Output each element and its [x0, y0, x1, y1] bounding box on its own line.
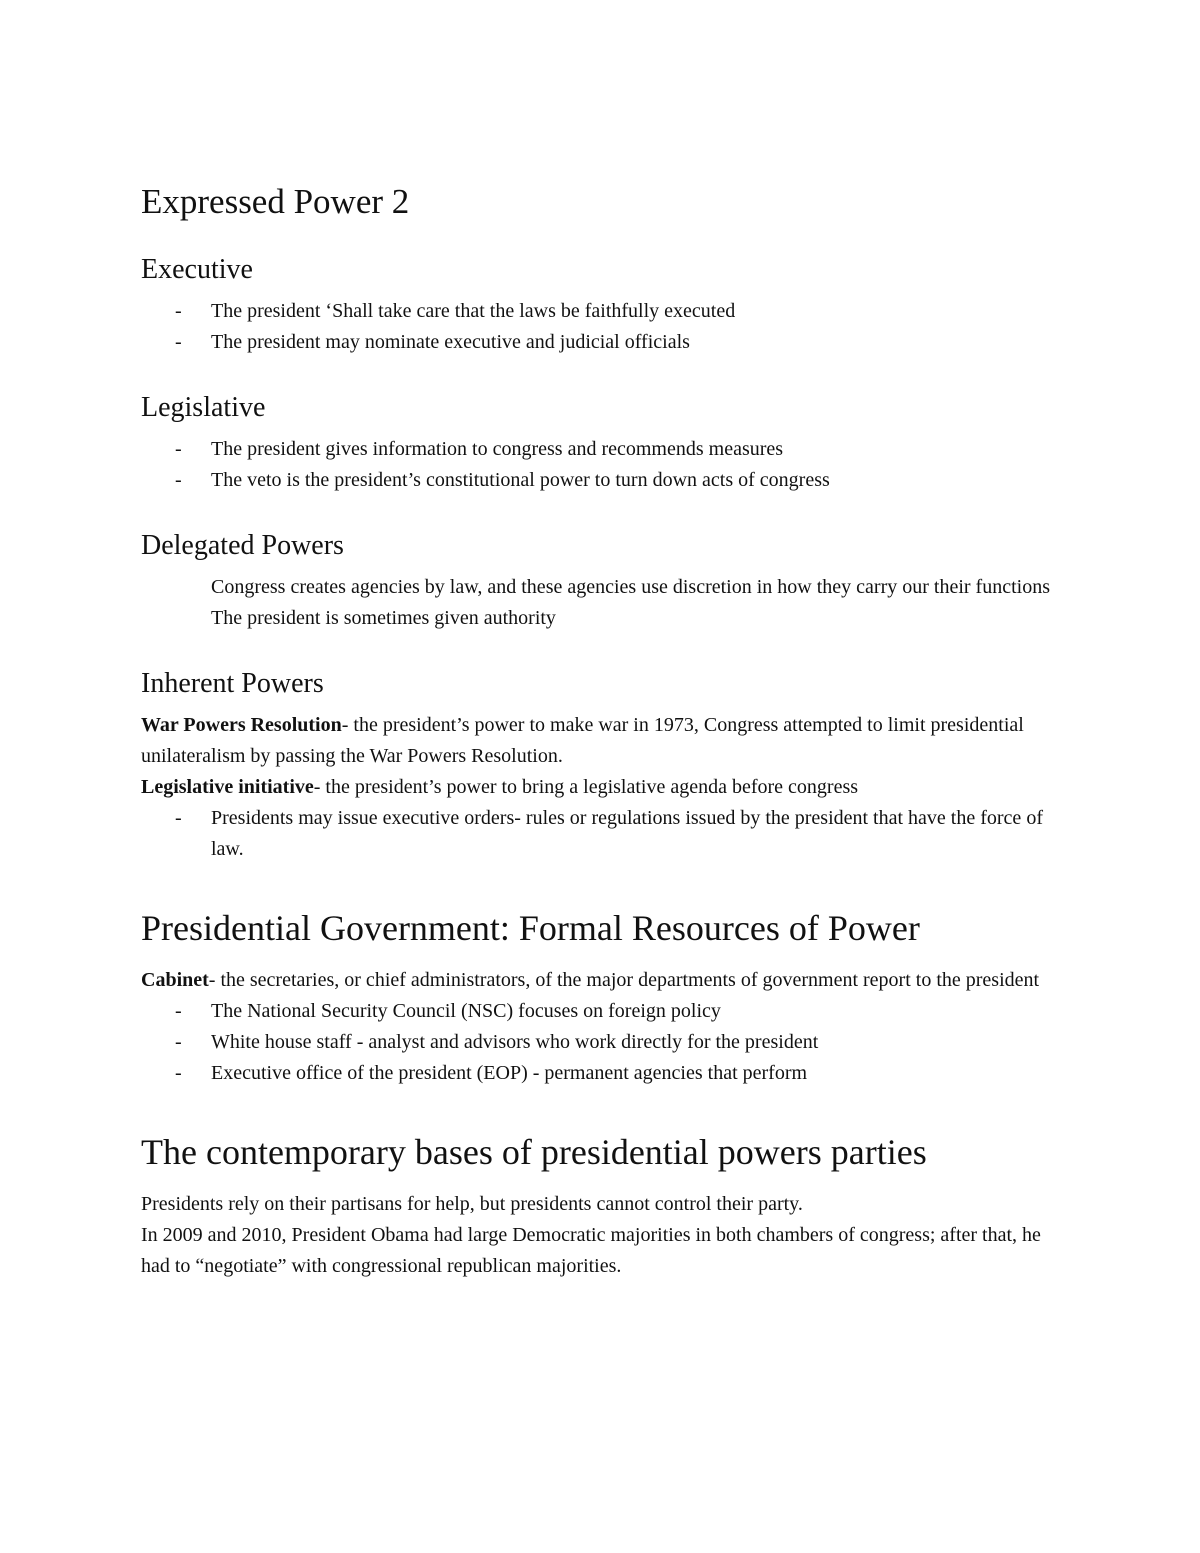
list-item: - Presidents may issue executive orders- rules or regulations issued by the president that have the force of law. [141, 803, 1071, 865]
list-item: - The National Security Council (NSC) focuses on foreign policy [141, 996, 1071, 1027]
delegated-paragraph: The president is sometimes given authority [211, 607, 556, 629]
executive-list [141, 296, 1071, 358]
bases-paragraph: In 2009 and 2010, President Obama had large Democratic majorities in both chambers of congress; after that, he had to “negotiate” with congressional republican majorities. [141, 1224, 1041, 1277]
dash-bullet: - [175, 469, 182, 491]
dash-bullet: - [175, 300, 182, 322]
section-heading-legislative: Legislative [141, 392, 266, 423]
list-item: - The veto is the president’s constitutional power to turn down acts of congress [141, 465, 1071, 496]
legislative-list [141, 434, 1071, 496]
term: Legislative initiative [141, 776, 314, 798]
formal-resources-list [141, 996, 1071, 1089]
list-item: - The president ‘Shall take care that the laws be faithfully executed [141, 296, 1071, 327]
section-heading-inherent: Inherent Powers [141, 668, 324, 699]
dash-bullet: - [175, 807, 182, 829]
document-page [141, 180, 1071, 1282]
section-heading-contemporary-bases: The contemporary bases of presidential powers parties [141, 1132, 927, 1172]
bases-paragraph: Presidents rely on their partisans for help, but presidents cannot control their party. [141, 1193, 803, 1215]
list-item: - The president gives information to congress and recommends measures [141, 434, 1071, 465]
delegated-paragraph: Congress creates agencies by law, and these agencies use discretion in how they carry our their functions [211, 576, 1050, 598]
dash-bullet: - [175, 1000, 182, 1022]
list-item: - White house staff - analyst and advisors who work directly for the president [141, 1027, 1071, 1058]
dash-bullet: - [175, 438, 182, 460]
legislative-initiative-definition: Legislative initiative- the president’s power to bring a legislative agenda before congress [141, 776, 859, 798]
cabinet-definition: Cabinet- the secretaries, or chief administrators, of the major departments of government report to the president [141, 969, 1040, 991]
war-powers-definition: War Powers Resolution- the president’s power to make war in 1973, Congress attempted to limit presidential unilateralism by passing the War Powers Resolution. [141, 714, 1024, 767]
document-title: Expressed Power 2 [141, 182, 410, 221]
section-heading-formal-resources: Presidential Government: Formal Resources of Power [141, 908, 920, 948]
term: Cabinet [141, 969, 209, 991]
dash-bullet: - [175, 1062, 182, 1084]
inherent-list [141, 803, 1071, 865]
dash-bullet: - [175, 1031, 182, 1053]
list-item: - The president may nominate executive and judicial officials [141, 327, 1071, 358]
dash-bullet: - [175, 331, 182, 353]
section-heading-delegated: Delegated Powers [141, 530, 344, 561]
term: War Powers Resolution [141, 714, 342, 736]
section-heading-executive: Executive [141, 254, 253, 285]
list-item: - Executive office of the president (EOP) - permanent agencies that perform [141, 1058, 1071, 1089]
